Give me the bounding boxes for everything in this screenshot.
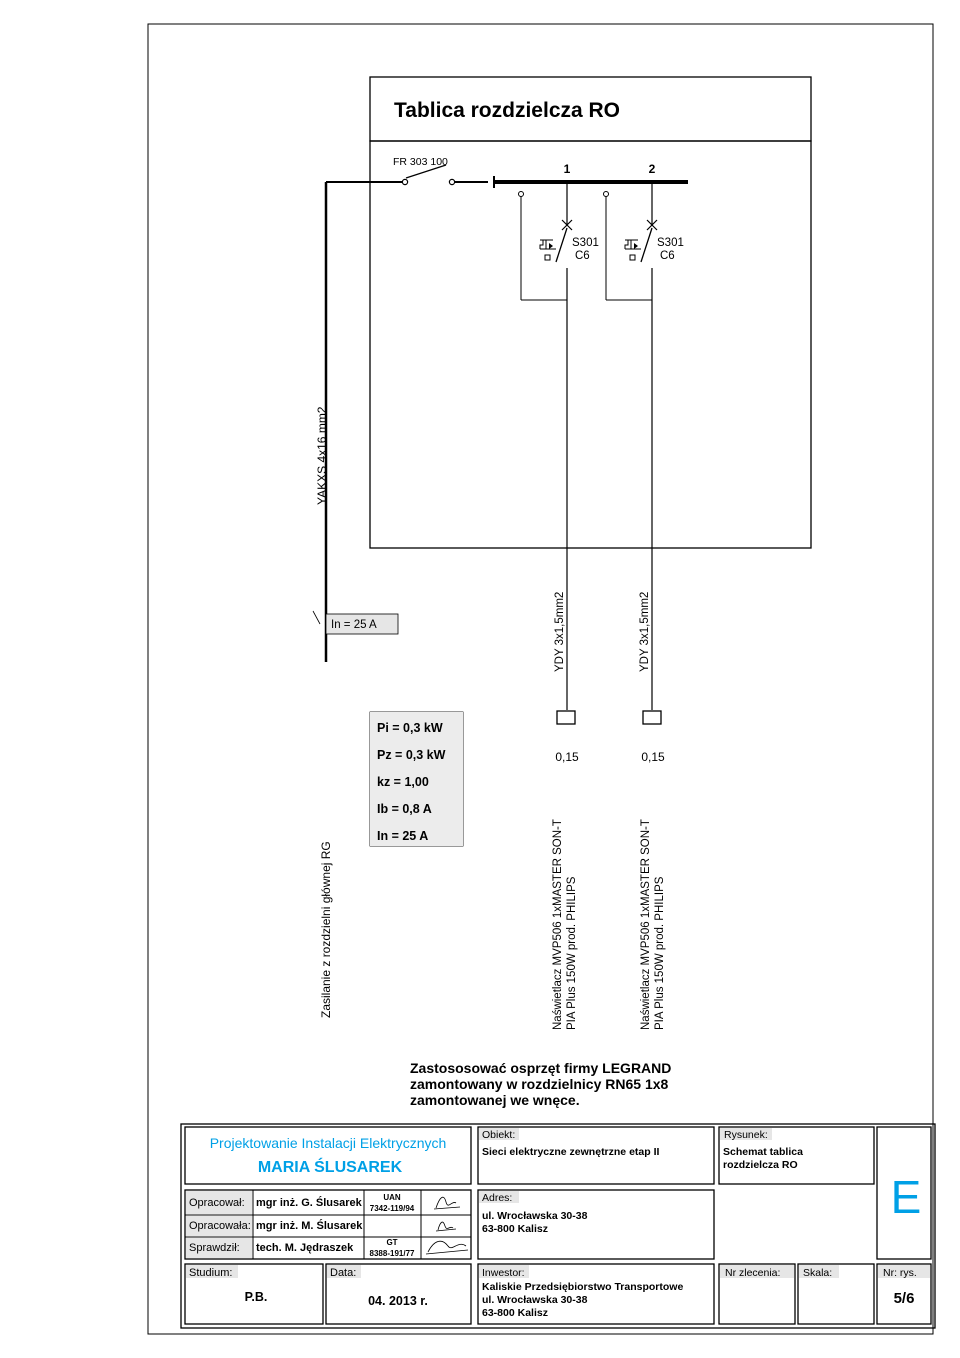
load-2-desc-line2: PIA Plus 150W prod. PHILIPS — [654, 876, 666, 1030]
load-2-desc-line1: Naświetlacz MVP506 1xMASTER SON-T — [640, 819, 652, 1030]
signature-1 — [434, 1197, 460, 1209]
title-block — [181, 1124, 935, 1328]
param-kz: kz = 1,00 — [377, 775, 429, 789]
breaker-2-rating: C6 — [660, 250, 675, 262]
breaker-2-type: S301 — [657, 237, 684, 249]
drawing-value-line2: rozdzielcza RO — [723, 1159, 798, 1171]
prepared-by-value: mgr inż. G. Ślusarek — [256, 1197, 362, 1209]
load-1-symbol — [557, 711, 575, 724]
license-2-head: GT — [386, 1238, 398, 1247]
scale-label: Skala: — [803, 1267, 833, 1279]
order-label: Nr zlecenia: — [725, 1267, 781, 1279]
bus-label-2: 2 — [648, 162, 656, 176]
object-value: Sieci elektryczne zewnętrzne etap II — [482, 1146, 660, 1158]
stage-label: Studium: — [189, 1267, 233, 1279]
main-switch-label: FR 303 100 — [393, 156, 448, 168]
supply-cable-label: YAKXS 4x16 mm2 — [315, 406, 329, 505]
drawing-label: Rysunek: — [724, 1129, 768, 1141]
param-pz: Pz = 0,3 kW — [377, 748, 446, 762]
drawing-number-label: Nr: rys. — [883, 1267, 917, 1279]
load-1-desc-line1: Naświetlacz MVP506 1xMASTER SON-T — [552, 819, 564, 1030]
date-value: 04. 2013 r. — [368, 1294, 428, 1308]
investor-line3: 63-800 Kalisz — [482, 1307, 548, 1319]
stage-value: P.B. — [244, 1290, 268, 1304]
circuit-2-cable: YDY 3x1,5mm2 — [639, 591, 651, 672]
prepared-by-label: Opracował: — [189, 1197, 245, 1209]
checked-value: tech. M. Jędraszek — [256, 1242, 354, 1254]
signature-2 — [436, 1222, 456, 1231]
address-label: Adres: — [482, 1192, 513, 1204]
param-in: In = 25 A — [377, 829, 429, 843]
address-line2: 63-800 Kalisz — [482, 1223, 548, 1235]
board-enclosure — [370, 141, 811, 548]
branch-letter: E — [890, 1171, 922, 1223]
supply-current-label: In = 25 A — [331, 619, 377, 631]
license-2-number: 8388-191/77 — [369, 1249, 415, 1258]
load-2-power: 0,15 — [641, 750, 665, 764]
license-1-head: UAN — [383, 1193, 401, 1202]
checked-label: Sprawdził: — [189, 1242, 240, 1254]
switch-contact-a — [402, 179, 407, 184]
load-1-desc-line2: PIA Plus 150W prod. PHILIPS — [566, 876, 578, 1030]
param-pi: Pi = 0,3 kW — [377, 721, 443, 735]
drawing-value-line1: Schemat tablica — [723, 1146, 803, 1158]
object-label: Obiekt: — [482, 1129, 516, 1141]
license-1-number: 7342-119/94 — [369, 1204, 415, 1213]
bus-label-1: 1 — [563, 162, 571, 176]
signature-3 — [426, 1241, 468, 1254]
param-ib: Ib = 0,8 A — [377, 802, 432, 816]
page-title: Tablica rozdzielcza RO — [394, 99, 621, 122]
company-name-line2: MARIA ŚLUSAREK — [257, 1159, 403, 1176]
company-name-line1: Projektowanie Instalacji Elektrycznych — [209, 1135, 447, 1151]
switch-contact-b — [449, 179, 454, 184]
note-line-2: zamontowany w rozdzielnicy RN65 1x8 — [410, 1076, 669, 1092]
address-line1: ul. Wrocławska 30-38 — [482, 1210, 588, 1222]
note-line-1: Zastososować osprzęt firmy LEGRAND — [410, 1060, 672, 1076]
investor-label: Inwestor: — [482, 1267, 525, 1279]
investor-line2: ul. Wrocławska 30-38 — [482, 1294, 588, 1306]
prepared-by-f-value: mgr inż. M. Ślusarek — [256, 1220, 363, 1232]
breaker-1-type: S301 — [572, 237, 599, 249]
load-1-power: 0,15 — [555, 750, 579, 764]
bus-terminal-a — [519, 192, 524, 197]
bus-terminal-b — [604, 192, 609, 197]
note-line-3: zamontowanej we wnęce. — [410, 1092, 580, 1108]
breaker-1-rating: C6 — [575, 250, 590, 262]
drawing-number-value: 5/6 — [893, 1290, 915, 1307]
load-2-symbol — [643, 711, 661, 724]
date-label: Data: — [330, 1267, 357, 1279]
label-slash — [313, 611, 320, 624]
investor-line1: Kaliskie Przedsiębiorstwo Transportowe — [482, 1281, 684, 1293]
circuit-1-cable: YDY 3x1,5mm2 — [554, 591, 566, 672]
supply-description: Zasilanie z rozdzielni głównej RG — [319, 841, 333, 1018]
prepared-by-f-label: Opracowała: — [189, 1220, 251, 1232]
